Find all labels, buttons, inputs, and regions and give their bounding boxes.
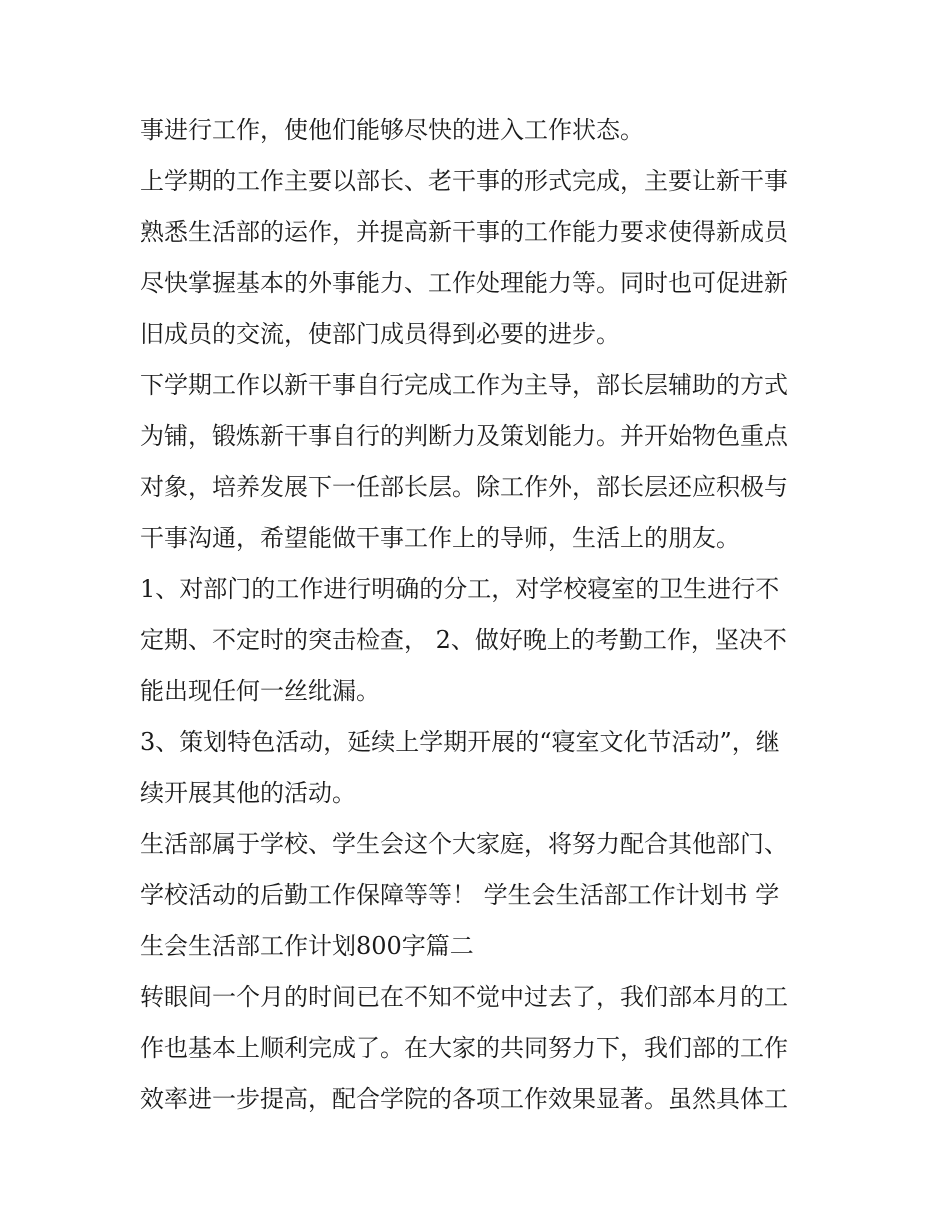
text-line: 生会生活部工作计划800字篇二 — [140, 932, 474, 960]
text-line: 熟悉生活部的运作，并提高新干事的工作能力要求使得新成员 — [140, 218, 788, 246]
text-line: 能出现任何一丝纰漏。 — [140, 677, 380, 705]
text-line: 学校活动的后勤工作保障等等！ 学生会生活部工作计划书 学 — [140, 881, 780, 909]
document-body — [140, 105, 820, 1125]
text-line: 事进行工作，使他们能够尽快的进入工作状态。 — [140, 116, 644, 144]
text-line: 3、策划特色活动，延续上学期开展的“寝室文化节活动”，继 — [140, 728, 780, 756]
text-line: 尽快掌握基本的外事能力、工作处理能力等。同时也可促进新 — [140, 269, 788, 297]
text-line: 生活部属于学校、学生会这个大家庭，将努力配合其他部门、 — [140, 830, 788, 858]
text-line: 效率进一步提高，配合学院的各项工作效果显著。虽然具体工 — [140, 1085, 788, 1113]
text-line: 上学期的工作主要以部长、老干事的形式完成，主要让新干事 — [140, 167, 788, 195]
text-line: 转眼间一个月的时间已在不知不觉中过去了，我们部本月的工 — [140, 983, 788, 1011]
text-line: 为铺，锻炼新干事自行的判断力及策划能力。并开始物色重点 — [140, 422, 788, 450]
text-line: 续开展其他的活动。 — [140, 779, 356, 807]
text-line: 干事沟通，希望能做干事工作上的导师，生活上的朋友。 — [140, 524, 740, 552]
text-line: 1、对部门的工作进行明确的分工，对学校寝室的卫生进行不 — [140, 575, 780, 603]
text-line: 旧成员的交流，使部门成员得到必要的进步。 — [140, 320, 620, 348]
text-line: 下学期工作以新干事自行完成工作为主导，部长层辅助的方式 — [140, 371, 788, 399]
text-line: 对象，培养发展下一任部长层。除工作外，部长层还应积极与 — [140, 473, 788, 501]
text-line: 作也基本上顺利完成了。在大家的共同努力下，我们部的工作 — [140, 1034, 788, 1062]
text-line: 定期、不定时的突击检查， 2、做好晚上的考勤工作，坚决不 — [140, 626, 787, 654]
